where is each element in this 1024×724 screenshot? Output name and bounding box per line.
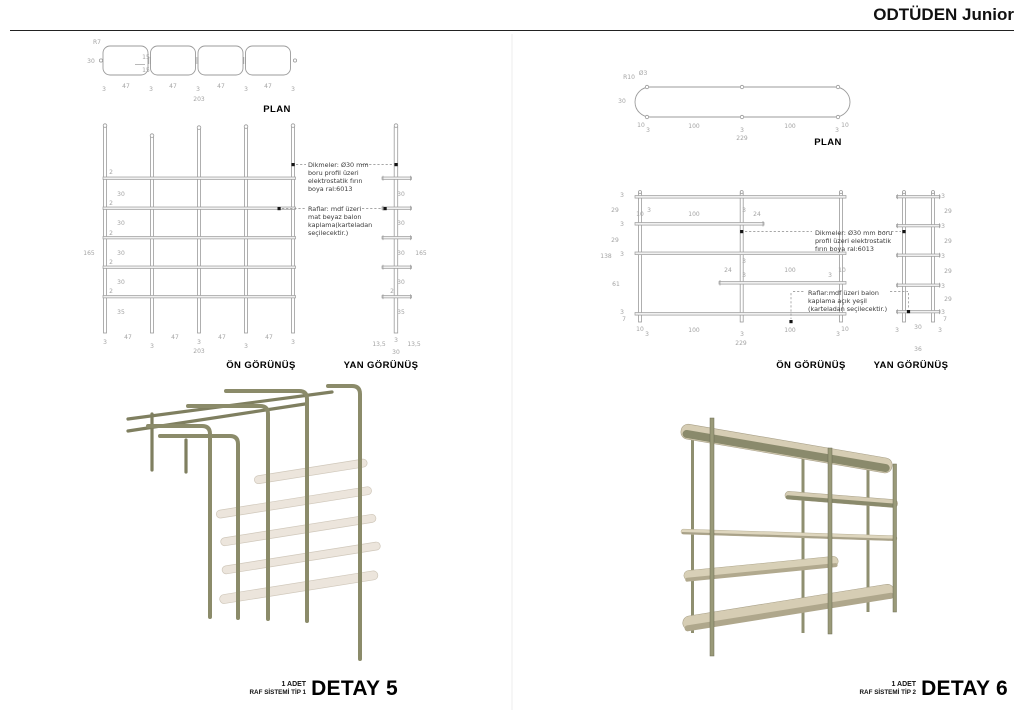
dim-label: 29 — [944, 238, 952, 245]
plan-dimensions — [618, 70, 849, 142]
detay5-side-view — [372, 124, 427, 356]
dim-label: 10 — [841, 122, 849, 129]
dim-label: fırın boya ral:6013 — [815, 245, 874, 253]
detay5-plan-drawing — [87, 39, 296, 103]
dim-label: 47 — [264, 83, 272, 90]
dim-label: 3 — [740, 127, 744, 134]
detay6-footer-meta — [860, 681, 917, 697]
dim-label: 3 — [291, 86, 295, 93]
dim-label: 47 — [124, 334, 132, 341]
dim-label: 30 — [914, 324, 922, 331]
dim-label: kaplama(karteladan — [308, 221, 373, 229]
dim-label: 2 — [109, 259, 113, 266]
dim-label: 3 — [620, 251, 624, 258]
render-left-slab — [683, 556, 838, 582]
dim-label: 35 — [397, 309, 405, 316]
dim-label: 3 — [740, 331, 744, 338]
dim-label: 3 — [291, 339, 295, 346]
dim-label: 3 — [941, 283, 945, 290]
dim-label: 35 — [117, 309, 125, 316]
dim-label: 229 — [735, 340, 747, 347]
dim-label: 2 — [109, 288, 113, 295]
dim-label: 3 — [742, 272, 746, 279]
dim-label: 100 — [688, 211, 700, 218]
detay6-title: DETAY 6 — [921, 677, 1008, 700]
detay5-footer — [210, 676, 398, 702]
dim-label: 30 — [392, 349, 400, 356]
dim-label: 30 — [397, 191, 405, 198]
brand-title: ODTÜDEN Junior — [873, 5, 1014, 24]
dim-label: 3 — [941, 309, 945, 316]
dim-label: 2 — [109, 200, 113, 207]
dim-label: 30 — [87, 58, 95, 65]
dim-label: 3 — [196, 86, 200, 93]
dim-label: 13,5 — [372, 341, 386, 348]
render-shelves — [202, 459, 386, 605]
dim-label: 10 — [841, 326, 849, 333]
dim-label: 3 — [647, 207, 651, 214]
detay6-footer — [830, 676, 1008, 702]
dim-label: mat beyaz balon — [308, 213, 362, 221]
detay5-title: DETAY 5 — [311, 677, 398, 700]
detay5-3d-render — [128, 386, 385, 659]
dim-label: 47 — [122, 83, 130, 90]
detay5-front-title: ÖN GÖRÜNÜŞ — [226, 360, 296, 371]
dim-label: 47 — [169, 83, 177, 90]
dim-label: 3 — [149, 86, 153, 93]
dim-label: 3 — [828, 272, 832, 279]
dim-label: boru profil üzeri — [308, 169, 359, 177]
dim-label: 165 — [415, 250, 427, 257]
center-divider — [512, 34, 513, 710]
dim-label: 203 — [193, 96, 205, 103]
dim-label: 61 — [612, 281, 620, 288]
dim-label: 30 — [618, 98, 626, 105]
dim-label: 3 — [150, 343, 154, 350]
dim-label: 3 — [941, 193, 945, 200]
dim-label: 138 — [600, 253, 612, 260]
dim-label: 165 — [83, 250, 95, 257]
dim-label: 30 — [117, 279, 125, 286]
dim-label: 100 — [784, 327, 796, 334]
detay6-side-view — [895, 191, 952, 354]
quantity-label: 1 ADET — [891, 681, 917, 689]
dim-label: 3 — [895, 327, 899, 334]
dim-label: 7 — [943, 316, 947, 323]
dim-label: 36 — [914, 346, 922, 353]
side-dimensions — [372, 191, 427, 356]
dim-label: 229 — [736, 135, 748, 142]
dim-label: 3 — [244, 343, 248, 350]
dim-label: 2 — [109, 230, 113, 237]
dim-label: 2 — [390, 288, 394, 295]
dim-label: 47 — [171, 334, 179, 341]
dim-label: 30 — [117, 250, 125, 257]
material-notes — [808, 229, 892, 313]
detay6-annotations — [740, 229, 910, 323]
dim-label: seçilecektir.) — [308, 229, 349, 237]
dim-label: 3 — [394, 337, 398, 344]
dim-label: 3 — [938, 327, 942, 334]
detay6-plan-title: PLAN — [814, 137, 842, 148]
dim-label: kaplama açık yeşil — [808, 297, 867, 305]
dim-label: 3 — [645, 331, 649, 338]
dim-label: 3 — [835, 127, 839, 134]
dim-label: R7 — [93, 39, 101, 46]
dim-label: 24 — [753, 211, 761, 218]
detay5-annotations — [278, 161, 398, 237]
dim-label: 100 — [688, 123, 700, 130]
dim-label: 3 — [941, 223, 945, 230]
dim-label: Raflar: mdf üzeri — [308, 205, 362, 213]
quantity-label: 1 ADET — [281, 681, 307, 689]
dim-label: 203 — [193, 348, 205, 355]
dim-label: 30 — [117, 220, 125, 227]
dim-label: 2 — [109, 169, 113, 176]
dim-label: Dikmeler: Ø30 mm boru — [815, 229, 893, 237]
detay5-front-view — [83, 124, 295, 355]
dim-label: 3 — [742, 258, 746, 265]
detay5-side-title: YAN GÖRÜNÜŞ — [343, 360, 419, 371]
detay6-side-title: YAN GÖRÜNÜŞ — [873, 360, 949, 371]
dim-label: 3 — [646, 127, 650, 134]
detay6-front-view — [600, 191, 849, 348]
dim-label: 100 — [688, 327, 700, 334]
dim-label: Dikmeler: Ø30 mm — [308, 161, 369, 169]
dim-label: elektrostatik fırın — [308, 177, 363, 185]
dim-label: 100 — [784, 267, 796, 274]
dim-label: 15 — [142, 54, 150, 61]
dim-label: 29 — [944, 208, 952, 215]
detay6-3d-render — [680, 418, 898, 656]
detay6-front-title: ÖN GÖRÜNÜŞ — [776, 360, 846, 371]
dim-label: 3 — [620, 309, 624, 316]
dim-label: 3 — [620, 221, 624, 228]
dim-label: 3 — [742, 207, 746, 214]
dim-label: Ø3 — [638, 70, 648, 77]
dim-label: 10 — [636, 211, 644, 218]
dim-label: (karteladan seçilecektir.) — [808, 305, 888, 313]
dim-label: 29 — [944, 296, 952, 303]
dim-label: 3 — [620, 192, 624, 199]
front-dimensions — [83, 169, 295, 355]
dim-label: 47 — [265, 334, 273, 341]
dim-label: 29 — [944, 268, 952, 275]
dim-label: 3 — [941, 253, 945, 260]
detay6-plan-drawing — [618, 70, 850, 142]
detay5-plan-title: PLAN — [263, 104, 291, 115]
dim-label: 30 — [397, 279, 405, 286]
dim-label: profil üzeri elektrostatik — [815, 237, 892, 245]
dim-label: 30 — [397, 220, 405, 227]
dim-label: 10 — [636, 326, 644, 333]
dim-label: 47 — [218, 334, 226, 341]
dim-label: 30 — [397, 250, 405, 257]
dim-label: 100 — [784, 123, 796, 130]
dim-label: 24 — [724, 267, 732, 274]
dim-label: Raflar:mdf üzeri balon — [808, 289, 879, 297]
dim-label: 3 — [197, 339, 201, 346]
dim-label: 15 — [142, 67, 150, 74]
dim-label: 3 — [836, 331, 840, 338]
dim-label: R10 — [623, 74, 635, 81]
plan-dimensions — [87, 39, 295, 103]
dim-label: boya ral:6013 — [308, 185, 353, 193]
dim-label: 10 — [838, 267, 846, 274]
front-dimensions — [600, 192, 849, 347]
dim-label: 3 — [102, 86, 106, 93]
system-type-label: RAF SİSTEMİ TİP 1 — [249, 689, 307, 697]
dim-label: 10 — [637, 122, 645, 129]
dim-label: 29 — [611, 237, 619, 244]
detay5-footer-meta — [250, 681, 307, 697]
dim-label: 3 — [103, 339, 107, 346]
dim-label: 13,5 — [407, 341, 421, 348]
dim-label: 30 — [117, 191, 125, 198]
material-notes — [308, 161, 372, 237]
system-type-label: RAF SİSTEMİ TİP 2 — [859, 689, 917, 697]
dim-label: 3 — [244, 86, 248, 93]
dim-label: 47 — [217, 83, 225, 90]
dim-label: 7 — [622, 316, 626, 323]
dim-label: 29 — [611, 207, 619, 214]
